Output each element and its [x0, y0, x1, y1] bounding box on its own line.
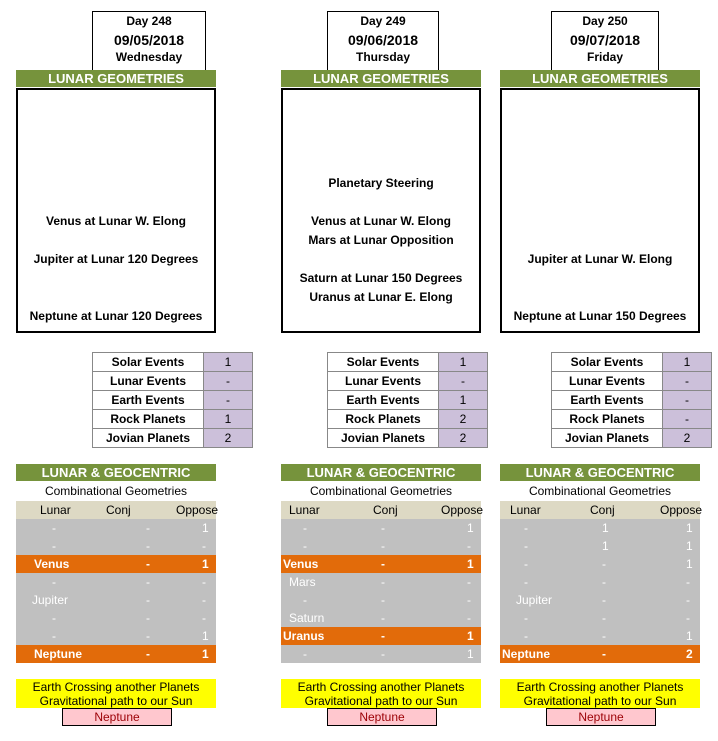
row-conj: - — [146, 629, 150, 643]
event-value: - — [204, 372, 253, 391]
row-conj: - — [146, 521, 150, 535]
crossing-planet: Neptune — [546, 708, 656, 726]
event-value: - — [204, 391, 253, 410]
row-lunar: Jupiter — [32, 593, 69, 607]
row-lunar: - — [303, 539, 307, 553]
row-lunar: Mars — [289, 575, 316, 589]
row-lunar: Venus — [283, 557, 319, 571]
row-oppose: - — [467, 575, 471, 589]
table-row — [500, 645, 700, 663]
geometry-line: Mars at Lunar Opposition — [308, 233, 454, 247]
event-value: 1 — [439, 353, 488, 372]
row-lunar: - — [303, 647, 307, 661]
event-row — [93, 391, 253, 410]
earth-crossing-note: Earth Crossing another Planets Gravitational path to our Sun — [16, 679, 216, 708]
table-row — [16, 591, 216, 609]
row-lunar: Venus — [34, 557, 70, 571]
table-row — [16, 609, 216, 627]
event-row — [552, 372, 712, 391]
event-row — [552, 353, 712, 372]
row-oppose: 1 — [686, 539, 693, 553]
combinational-geometries-title: Combinational Geometries — [44, 484, 188, 498]
crossing-planet: Neptune — [62, 708, 172, 726]
event-label: Rock Planets — [552, 410, 663, 429]
row-conj: - — [146, 593, 150, 607]
row-lunar: - — [303, 593, 307, 607]
geometry-line: Jupiter at Lunar 120 Degrees — [33, 252, 199, 266]
lunar-geometries-title: LUNAR GEOMETRIES — [281, 70, 481, 87]
row-oppose: - — [202, 539, 206, 553]
event-label: Solar Events — [552, 353, 663, 372]
event-row — [552, 391, 712, 410]
date-header — [92, 11, 206, 71]
events-table — [327, 352, 488, 448]
date-header — [551, 11, 659, 71]
row-conj: - — [381, 647, 385, 661]
event-value: 1 — [204, 410, 253, 429]
earth-crossing-note: Earth Crossing another Planets Gravitational path to our Sun — [281, 679, 481, 708]
row-conj: - — [381, 629, 385, 643]
row-oppose: - — [467, 539, 471, 553]
row-conj: - — [602, 647, 606, 661]
table-row — [500, 627, 700, 645]
row-lunar: - — [52, 629, 56, 643]
event-value: 1 — [663, 353, 712, 372]
event-label: Lunar Events — [93, 372, 204, 391]
row-oppose: - — [202, 593, 206, 607]
event-label: Solar Events — [328, 353, 439, 372]
table-row — [281, 591, 481, 609]
row-conj: - — [602, 611, 606, 625]
date-text: 09/07/2018 — [569, 32, 641, 48]
combinational-grid — [16, 519, 216, 663]
event-label: Rock Planets — [328, 410, 439, 429]
row-oppose: - — [202, 575, 206, 589]
row-conj: - — [381, 611, 385, 625]
row-lunar: - — [524, 575, 528, 589]
table-row — [281, 627, 481, 645]
row-lunar: - — [524, 539, 528, 553]
lunar-geometries-box — [500, 88, 700, 333]
row-lunar: - — [52, 539, 56, 553]
row-oppose: 1 — [202, 521, 209, 535]
event-row — [328, 391, 488, 410]
date-header — [327, 11, 439, 71]
weekday-text: Friday — [586, 50, 623, 64]
event-value: - — [439, 372, 488, 391]
event-value: 1 — [439, 391, 488, 410]
table-header — [16, 501, 219, 519]
event-value: 2 — [663, 429, 712, 448]
row-lunar: - — [524, 611, 528, 625]
row-oppose: 1 — [202, 647, 209, 661]
row-conj: - — [146, 539, 150, 553]
table-row — [16, 573, 216, 591]
table-row — [16, 537, 216, 555]
lunar-geocentric-title: LUNAR & GEOCENTRIC — [500, 464, 700, 481]
row-oppose: - — [686, 593, 690, 607]
row-oppose: - — [467, 611, 471, 625]
event-row — [328, 353, 488, 372]
event-row — [552, 429, 712, 448]
table-row — [500, 609, 700, 627]
row-lunar: Jupiter — [516, 593, 553, 607]
event-label: Lunar Events — [328, 372, 439, 391]
table-row — [500, 537, 700, 555]
event-label: Jovian Planets — [328, 429, 439, 448]
table-row — [281, 609, 481, 627]
geometry-line: Jupiter at Lunar W. Elong — [527, 252, 673, 266]
row-lunar: - — [524, 629, 528, 643]
header-lunar: Lunar — [510, 503, 541, 517]
row-oppose: 1 — [686, 557, 693, 571]
table-row — [16, 627, 216, 645]
table-header — [500, 501, 703, 519]
row-conj: - — [381, 593, 385, 607]
weekday-text: Thursday — [355, 50, 410, 64]
header-conj: Conj — [106, 503, 131, 517]
event-label: Jovian Planets — [93, 429, 204, 448]
row-conj: - — [146, 575, 150, 589]
header-conj: Conj — [373, 503, 398, 517]
row-lunar: - — [524, 557, 528, 571]
table-row — [281, 645, 481, 663]
row-oppose: - — [467, 593, 471, 607]
row-oppose: 1 — [202, 629, 209, 643]
table-row — [281, 573, 481, 591]
combinational-grid — [281, 519, 481, 663]
row-conj: - — [381, 521, 385, 535]
row-conj: - — [602, 629, 606, 643]
events-table — [551, 352, 712, 448]
row-conj: - — [146, 647, 150, 661]
lunar-geometries-title: LUNAR GEOMETRIES — [16, 70, 216, 87]
combinational-geometries-title: Combinational Geometries — [528, 484, 672, 498]
event-label: Rock Planets — [93, 410, 204, 429]
lunar-geocentric-title: LUNAR & GEOCENTRIC — [16, 464, 216, 481]
header-lunar: Lunar — [289, 503, 320, 517]
header-oppose: Oppose — [176, 503, 219, 517]
event-label: Jovian Planets — [552, 429, 663, 448]
row-conj: - — [381, 557, 385, 571]
row-lunar: - — [303, 521, 307, 535]
event-row — [328, 429, 488, 448]
weekday-text: Wednesday — [115, 50, 183, 64]
row-lunar: Neptune — [34, 647, 82, 661]
day-number: Day 249 — [360, 14, 406, 28]
row-oppose: 1 — [686, 521, 693, 535]
event-row — [93, 372, 253, 391]
event-row — [552, 410, 712, 429]
event-label: Earth Events — [93, 391, 204, 410]
crossing-planet: Neptune — [327, 708, 437, 726]
event-value: - — [663, 372, 712, 391]
row-conj: - — [602, 557, 606, 571]
lunar-geometries-title: LUNAR GEOMETRIES — [500, 70, 700, 87]
lunar-geometries-box — [16, 88, 216, 333]
event-label: Lunar Events — [552, 372, 663, 391]
table-row — [500, 519, 700, 537]
table-row — [16, 555, 216, 573]
geometry-line: Planetary Steering — [328, 176, 434, 190]
row-oppose: 1 — [467, 521, 474, 535]
row-conj: - — [602, 593, 606, 607]
row-lunar: Saturn — [289, 611, 325, 625]
date-text: 09/05/2018 — [113, 32, 185, 48]
row-conj: 1 — [602, 539, 609, 553]
row-lunar: - — [52, 575, 56, 589]
table-row — [281, 555, 481, 573]
row-conj: - — [146, 557, 150, 571]
row-lunar: - — [52, 611, 56, 625]
row-conj: - — [602, 575, 606, 589]
event-label: Solar Events — [93, 353, 204, 372]
lunar-geometries-box — [281, 88, 481, 333]
event-value: - — [663, 410, 712, 429]
header-lunar: Lunar — [40, 503, 71, 517]
table-row — [500, 573, 700, 591]
event-row — [328, 410, 488, 429]
row-oppose: 1 — [467, 629, 474, 643]
event-label: Earth Events — [328, 391, 439, 410]
event-value: 2 — [439, 410, 488, 429]
event-row — [328, 372, 488, 391]
row-lunar: Uranus — [283, 629, 325, 643]
geometry-line: Uranus at Lunar E. Elong — [309, 290, 453, 304]
event-row — [93, 429, 253, 448]
event-value: 1 — [204, 353, 253, 372]
table-row — [281, 537, 481, 555]
day-number: Day 248 — [126, 14, 172, 28]
earth-crossing-note: Earth Crossing another Planets Gravitational path to our Sun — [500, 679, 700, 708]
row-oppose: 1 — [467, 557, 474, 571]
header-oppose: Oppose — [441, 503, 484, 517]
table-row — [281, 519, 481, 537]
day-number: Day 250 — [582, 14, 628, 28]
event-value: 2 — [204, 429, 253, 448]
lunar-geocentric-title: LUNAR & GEOCENTRIC — [281, 464, 481, 481]
events-table — [92, 352, 253, 448]
row-oppose: 2 — [686, 647, 693, 661]
geometry-line: Neptune at Lunar 150 Degrees — [513, 309, 687, 323]
event-value: - — [663, 391, 712, 410]
row-lunar: - — [52, 521, 56, 535]
row-oppose: 1 — [467, 647, 474, 661]
row-conj: 1 — [602, 521, 609, 535]
geometry-line: Venus at Lunar W. Elong — [45, 214, 186, 228]
event-label: Earth Events — [552, 391, 663, 410]
row-oppose: - — [202, 611, 206, 625]
geometry-line: Neptune at Lunar 120 Degrees — [29, 309, 203, 323]
row-lunar: - — [524, 521, 528, 535]
geometry-line: Venus at Lunar W. Elong — [310, 214, 451, 228]
row-oppose: - — [686, 575, 690, 589]
row-oppose: - — [686, 611, 690, 625]
date-text: 09/06/2018 — [347, 32, 419, 48]
table-row — [16, 519, 216, 537]
event-value: 2 — [439, 429, 488, 448]
table-row — [500, 591, 700, 609]
combinational-grid — [500, 519, 700, 663]
combinational-geometries-title: Combinational Geometries — [309, 484, 453, 498]
header-conj: Conj — [590, 503, 615, 517]
header-oppose: Oppose — [660, 503, 703, 517]
table-row — [500, 555, 700, 573]
table-header — [281, 501, 484, 519]
geometry-line: Saturn at Lunar 150 Degrees — [299, 271, 463, 285]
row-conj: - — [146, 611, 150, 625]
event-row — [93, 410, 253, 429]
table-row — [16, 645, 216, 663]
row-oppose: 1 — [202, 557, 209, 571]
row-conj: - — [381, 575, 385, 589]
row-oppose: 1 — [686, 629, 693, 643]
event-row — [93, 353, 253, 372]
row-conj: - — [381, 539, 385, 553]
row-lunar: Neptune — [502, 647, 550, 661]
